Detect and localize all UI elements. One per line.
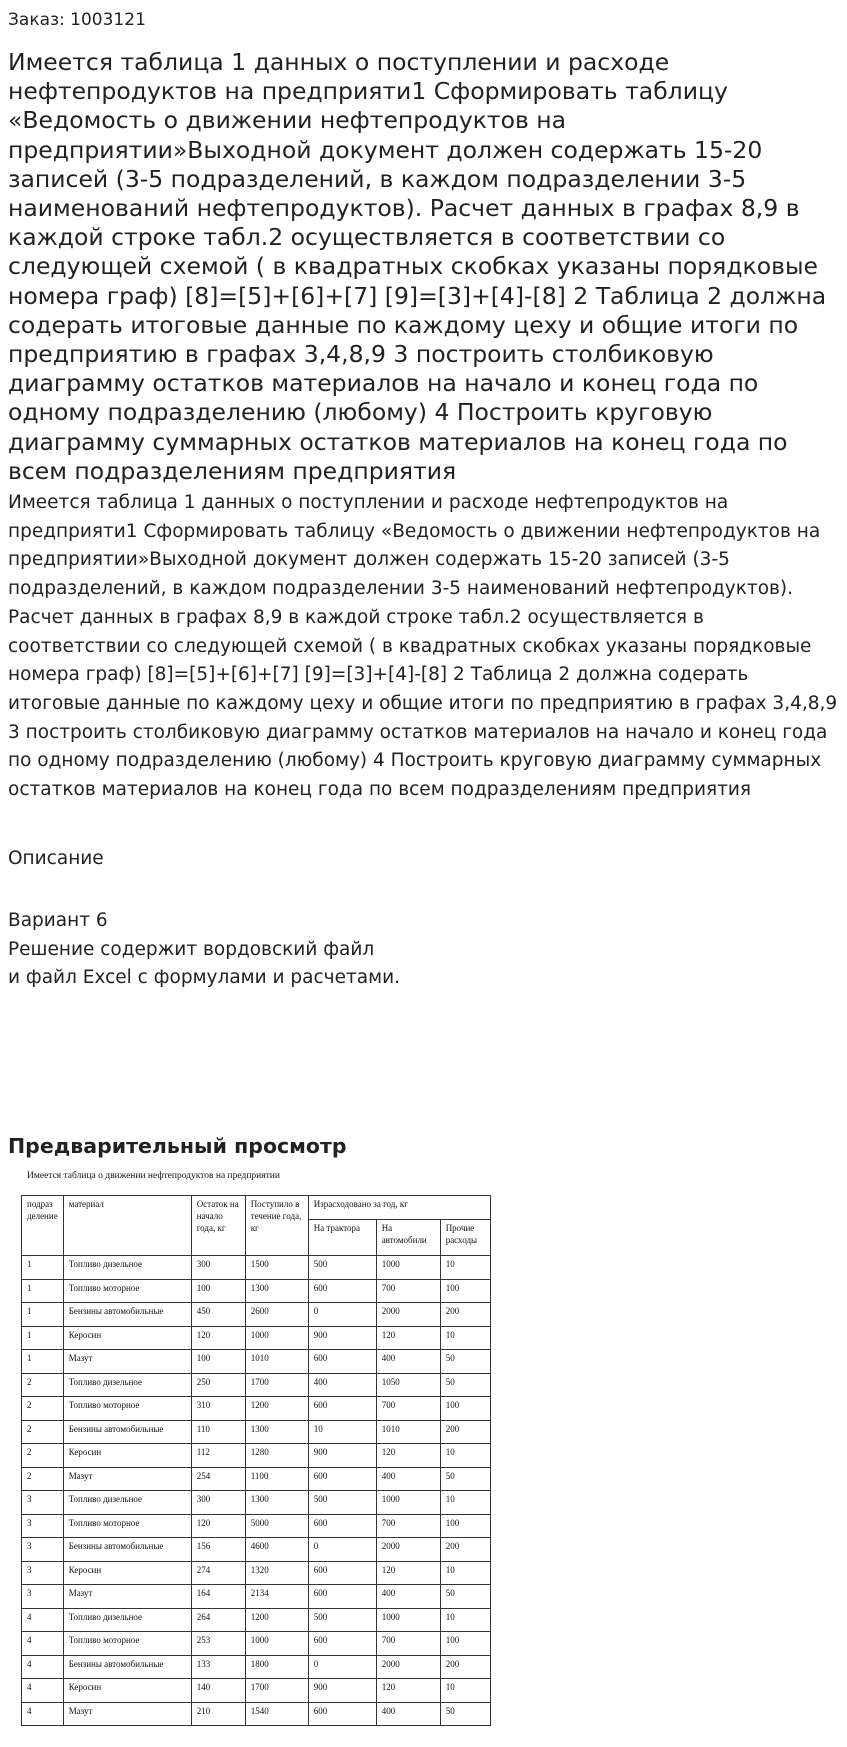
- received-cell: 2134: [245, 1585, 308, 1609]
- received-cell: 1010: [245, 1350, 308, 1374]
- material-cell: Бензины автомобильные: [63, 1420, 191, 1444]
- start-balance-cell: 100: [191, 1279, 245, 1303]
- description-line-excel: и файл Excel с формулами и расчетами.: [8, 967, 400, 988]
- cars-cell: 400: [376, 1350, 440, 1374]
- task-body: Имеется таблица 1 данных о поступлении и расходе нефтепродуктов на предприяти1 Сформировать таблицу «Ведомость о движении нефтепродуктов на предприятии»Выходной документ должен содержать 15-20 записей (3-5 подразделений, в каждом подразделении 3-5 наименований нефтепродуктов). Расчет данных в графах 8,9 в каждой строке табл.2 осуществляется в соответствии со следующей схемой ( в квадратных скобках указаны порядковые номера граф) [8]=[5]+[6]+[7] [9]=[3]+[4]-[8] 2 Таблица 2 должна содерать итоговые данные по каждому цеху и общие итоги по предприятию в графах 3,4,8,9 3 построить столбиковую диаграмму остатков материалов на начало и конец года по одному подразделению (любому) 4 Построить круговую диаграмму суммарных остатков материалов на конец года по всем подразделениям предприятия: [8, 492, 838, 801]
- material-cell: Мазут: [63, 1350, 191, 1374]
- material-cell: Мазут: [63, 1702, 191, 1726]
- preview-heading: Предварительный просмотр: [8, 1134, 347, 1158]
- subdivision-cell: 1: [22, 1256, 64, 1280]
- table-row: [22, 1303, 491, 1327]
- preview-table: [21, 1195, 491, 1726]
- other-cell: 10: [440, 1608, 490, 1632]
- received-cell: 1300: [245, 1491, 308, 1515]
- table-row: [22, 1538, 491, 1562]
- material-cell: Бензины автомобильные: [63, 1303, 191, 1327]
- received-cell: 4600: [245, 1538, 308, 1562]
- header-cars: На автомобили: [376, 1220, 440, 1256]
- description-heading: Описание: [8, 848, 104, 869]
- tractors-cell: 600: [308, 1561, 376, 1585]
- received-cell: 1300: [245, 1279, 308, 1303]
- table-row: [22, 1585, 491, 1609]
- tractors-cell: 600: [308, 1467, 376, 1491]
- other-cell: 50: [440, 1702, 490, 1726]
- cars-cell: 400: [376, 1467, 440, 1491]
- table-row: [22, 1514, 491, 1538]
- cars-cell: 1050: [376, 1373, 440, 1397]
- cars-cell: 1000: [376, 1491, 440, 1515]
- subdivision-cell: 2: [22, 1397, 64, 1421]
- material-cell: Керосин: [63, 1326, 191, 1350]
- start-balance-cell: 112: [191, 1444, 245, 1468]
- other-cell: 100: [440, 1397, 490, 1421]
- start-balance-cell: 274: [191, 1561, 245, 1585]
- start-balance-cell: 250: [191, 1373, 245, 1397]
- cars-cell: 2000: [376, 1303, 440, 1327]
- cars-cell: 700: [376, 1514, 440, 1538]
- material-cell: Топливо дизельное: [63, 1373, 191, 1397]
- header-start-balance: Остаток на начало года, кг: [191, 1196, 245, 1256]
- description-body: [8, 907, 400, 993]
- other-cell: 200: [440, 1303, 490, 1327]
- material-cell: Топливо дизельное: [63, 1491, 191, 1515]
- other-cell: 50: [440, 1467, 490, 1491]
- tractors-cell: 600: [308, 1397, 376, 1421]
- subdivision-cell: 3: [22, 1538, 64, 1562]
- start-balance-cell: 120: [191, 1326, 245, 1350]
- subdivision-cell: 2: [22, 1373, 64, 1397]
- tractors-cell: 900: [308, 1326, 376, 1350]
- subdivision-cell: 2: [22, 1444, 64, 1468]
- table-row: [22, 1561, 491, 1585]
- cars-cell: 700: [376, 1632, 440, 1656]
- other-cell: 100: [440, 1632, 490, 1656]
- cars-cell: 700: [376, 1397, 440, 1421]
- other-cell: 10: [440, 1491, 490, 1515]
- description-line-variant: Вариант 6: [8, 910, 108, 931]
- table-row: [22, 1467, 491, 1491]
- other-cell: 50: [440, 1373, 490, 1397]
- material-cell: Керосин: [63, 1679, 191, 1703]
- material-cell: Топливо моторное: [63, 1279, 191, 1303]
- header-received: Поступило в течение года, кг: [245, 1196, 308, 1256]
- tractors-cell: 600: [308, 1350, 376, 1374]
- received-cell: 1300: [245, 1420, 308, 1444]
- other-cell: 100: [440, 1514, 490, 1538]
- start-balance-cell: 140: [191, 1679, 245, 1703]
- received-cell: 1320: [245, 1561, 308, 1585]
- tractors-cell: 500: [308, 1256, 376, 1280]
- received-cell: 1500: [245, 1256, 308, 1280]
- subdivision-cell: 3: [22, 1491, 64, 1515]
- start-balance-cell: 300: [191, 1256, 245, 1280]
- received-cell: 1700: [245, 1373, 308, 1397]
- table-row: [22, 1655, 491, 1679]
- cars-cell: 400: [376, 1585, 440, 1609]
- subdivision-cell: 4: [22, 1608, 64, 1632]
- start-balance-cell: 450: [191, 1303, 245, 1327]
- received-cell: 1100: [245, 1467, 308, 1491]
- material-cell: Топливо дизельное: [63, 1256, 191, 1280]
- material-cell: Топливо моторное: [63, 1632, 191, 1656]
- received-cell: 1700: [245, 1679, 308, 1703]
- cars-cell: 1010: [376, 1420, 440, 1444]
- other-cell: 200: [440, 1538, 490, 1562]
- table-row: [22, 1326, 491, 1350]
- start-balance-cell: 120: [191, 1514, 245, 1538]
- header-subdivision: подраз деление: [22, 1196, 64, 1256]
- table-body: [22, 1256, 491, 1726]
- table-row: [22, 1350, 491, 1374]
- other-cell: 100: [440, 1279, 490, 1303]
- table-row: [22, 1279, 491, 1303]
- tractors-cell: 600: [308, 1585, 376, 1609]
- tractors-cell: 400: [308, 1373, 376, 1397]
- cars-cell: 2000: [376, 1655, 440, 1679]
- tractors-cell: 900: [308, 1444, 376, 1468]
- start-balance-cell: 156: [191, 1538, 245, 1562]
- cars-cell: 2000: [376, 1538, 440, 1562]
- material-cell: Мазут: [63, 1467, 191, 1491]
- start-balance-cell: 210: [191, 1702, 245, 1726]
- received-cell: 1800: [245, 1655, 308, 1679]
- tractors-cell: 500: [308, 1608, 376, 1632]
- cars-cell: 400: [376, 1702, 440, 1726]
- received-cell: 2600: [245, 1303, 308, 1327]
- material-cell: Керосин: [63, 1561, 191, 1585]
- material-cell: Бензины автомобильные: [63, 1655, 191, 1679]
- subdivision-cell: 4: [22, 1632, 64, 1656]
- other-cell: 200: [440, 1655, 490, 1679]
- table-row: [22, 1444, 491, 1468]
- tractors-cell: 900: [308, 1679, 376, 1703]
- other-cell: 10: [440, 1326, 490, 1350]
- table-row: [22, 1608, 491, 1632]
- table-row: [22, 1373, 491, 1397]
- table-row: [22, 1491, 491, 1515]
- table-row: [22, 1679, 491, 1703]
- tractors-cell: 500: [308, 1491, 376, 1515]
- tractors-cell: 600: [308, 1702, 376, 1726]
- tractors-cell: 10: [308, 1420, 376, 1444]
- material-cell: Топливо моторное: [63, 1514, 191, 1538]
- received-cell: 1280: [245, 1444, 308, 1468]
- material-cell: Топливо моторное: [63, 1397, 191, 1421]
- subdivision-cell: 3: [22, 1561, 64, 1585]
- cars-cell: 120: [376, 1444, 440, 1468]
- start-balance-cell: 253: [191, 1632, 245, 1656]
- header-other: Прочие расходы: [440, 1220, 490, 1256]
- material-cell: Топливо дизельное: [63, 1608, 191, 1632]
- cars-cell: 120: [376, 1561, 440, 1585]
- other-cell: 10: [440, 1561, 490, 1585]
- tractors-cell: 0: [308, 1303, 376, 1327]
- table-row: [22, 1702, 491, 1726]
- cars-cell: 1000: [376, 1256, 440, 1280]
- cars-cell: 120: [376, 1326, 440, 1350]
- table-row: [22, 1256, 491, 1280]
- start-balance-cell: 164: [191, 1585, 245, 1609]
- received-cell: 1200: [245, 1608, 308, 1632]
- subdivision-cell: 4: [22, 1679, 64, 1703]
- table-row: [22, 1420, 491, 1444]
- start-balance-cell: 264: [191, 1608, 245, 1632]
- cars-cell: 1000: [376, 1608, 440, 1632]
- tractors-cell: 0: [308, 1655, 376, 1679]
- tractors-cell: 0: [308, 1538, 376, 1562]
- other-cell: 50: [440, 1585, 490, 1609]
- subdivision-cell: 3: [22, 1514, 64, 1538]
- material-cell: Мазут: [63, 1585, 191, 1609]
- subdivision-cell: 1: [22, 1326, 64, 1350]
- other-cell: 200: [440, 1420, 490, 1444]
- header-consumed-group: Израсходовано за год, кг: [308, 1196, 490, 1220]
- received-cell: 5000: [245, 1514, 308, 1538]
- subdivision-cell: 2: [22, 1467, 64, 1491]
- order-number: Заказ: 1003121: [8, 10, 146, 30]
- other-cell: 10: [440, 1444, 490, 1468]
- other-cell: 50: [440, 1350, 490, 1374]
- received-cell: 1000: [245, 1632, 308, 1656]
- table-row: [22, 1632, 491, 1656]
- subdivision-cell: 3: [22, 1585, 64, 1609]
- subdivision-cell: 1: [22, 1279, 64, 1303]
- start-balance-cell: 254: [191, 1467, 245, 1491]
- start-balance-cell: 110: [191, 1420, 245, 1444]
- table-row: [22, 1397, 491, 1421]
- received-cell: 1200: [245, 1397, 308, 1421]
- subdivision-cell: 4: [22, 1655, 64, 1679]
- other-cell: 10: [440, 1256, 490, 1280]
- start-balance-cell: 100: [191, 1350, 245, 1374]
- description-line-word: Решение содержит вордовский файл: [8, 938, 375, 960]
- start-balance-cell: 300: [191, 1491, 245, 1515]
- other-cell: 10: [440, 1679, 490, 1703]
- subdivision-cell: 1: [22, 1303, 64, 1327]
- tractors-cell: 600: [308, 1632, 376, 1656]
- tractors-cell: 600: [308, 1514, 376, 1538]
- received-cell: 1540: [245, 1702, 308, 1726]
- tractors-cell: 600: [308, 1279, 376, 1303]
- cars-cell: 700: [376, 1279, 440, 1303]
- header-material: материал: [63, 1196, 191, 1256]
- page-title: Имеется таблица 1 данных о поступлении и расходе нефтепродуктов на предприяти1 Сформировать таблицу «Ведомость о движении нефтепродуктов на предприятии»Выходной документ должен содержать 15-20 записей (3-5 подразделений, в каждом подразделении 3-5 наименований нефтепродуктов). Расчет данных в графах 8,9 в каждой строке табл.2 осуществляется в соответствии со следующей схемой ( в квадратных скобках указаны порядковые номера граф) [8]=[5]+[6]+[7] [9]=[3]+[4]-[8] 2 Таблица 2 должна содерать итоговые данные по каждому цеху и общие итоги по предприятию в графах 3,4,8,9 3 построить столбиковую диаграмму остатков материалов на начало и конец года по одному подразделению (любому) 4 Построить круговую диаграмму суммарных остатков материалов на конец года по всем подразделениям предприятия: [8, 48, 827, 485]
- subdivision-cell: 4: [22, 1702, 64, 1726]
- start-balance-cell: 133: [191, 1655, 245, 1679]
- start-balance-cell: 310: [191, 1397, 245, 1421]
- header-tractors: На трактора: [308, 1220, 376, 1256]
- preview-caption: Имеется таблица о движении нефтепродуктов на предприятии: [27, 1171, 280, 1181]
- subdivision-cell: 1: [22, 1350, 64, 1374]
- cars-cell: 120: [376, 1679, 440, 1703]
- material-cell: Керосин: [63, 1444, 191, 1468]
- material-cell: Бензины автомобильные: [63, 1538, 191, 1562]
- subdivision-cell: 2: [22, 1420, 64, 1444]
- received-cell: 1000: [245, 1326, 308, 1350]
